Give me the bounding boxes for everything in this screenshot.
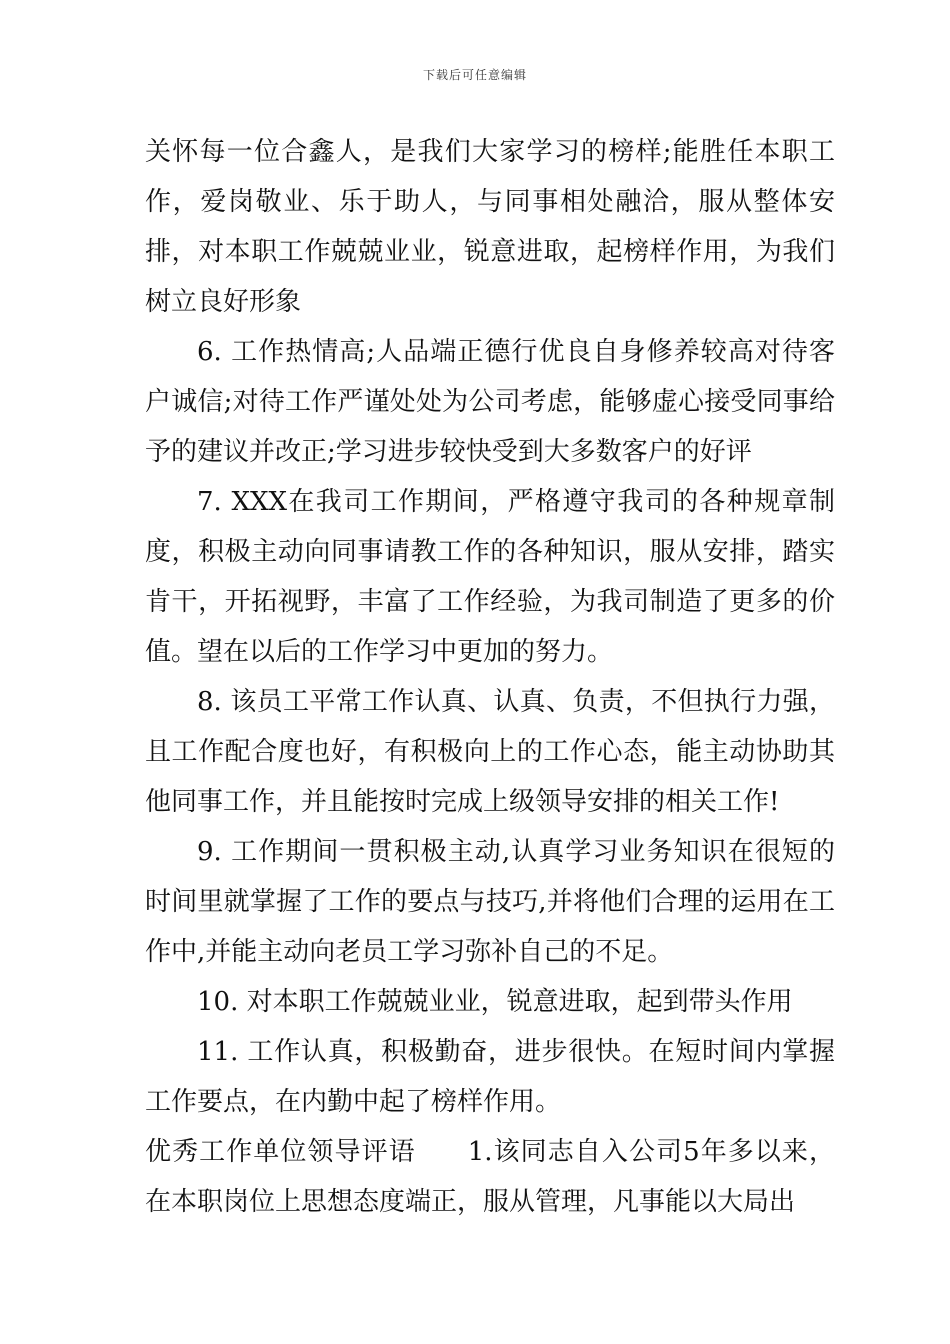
document-body xyxy=(145,127,835,1227)
paragraph-item-10: 10. 对本职工作兢兢业业，锐意进取，起到带头作用 xyxy=(197,987,793,1017)
section-first-item: 1.该同志自入公司5年多以来，在本职岗位上思想态度端正，服从管理，凡事能以大局出 xyxy=(145,1137,835,1217)
paragraph-item-7: 7. XXX在我司工作期间，严格遵守我司的各种规章制度，积极主动向同事请教工作的各种知识，服从安排，踏实肯干，开拓视野，丰富了工作经验，为我司制造了更多的价值。望在以后的工作学习中更加的努力。 xyxy=(145,487,835,667)
paragraph-continuation: 关怀每一位合鑫人，是我们大家学习的榜样;能胜任本职工作，爱岗敬业、乐于助人，与同事相处融洽，服从整体安排，对本职工作兢兢业业，锐意进取，起榜样作用，为我们树立良好形象 xyxy=(145,137,835,317)
paragraph-item-8: 8. 该员工平常工作认真、认真、负责，不但执行力强，且工作配合度也好，有积极向上的工作心态，能主动协助其他同事工作，并且能按时完成上级领导安排的相关工作! xyxy=(145,687,835,817)
section-paragraph xyxy=(145,1127,835,1227)
paragraph-item-9: 9. 工作期间一贯积极主动,认真学习业务知识在很短的时间里就掌握了工作的要点与技巧,并将他们合理的运用在工作中,并能主动向老员工学习弥补自己的不足。 xyxy=(145,837,835,967)
paragraph-item-6: 6. 工作热情高;人品端正德行优良自身修养较高对待客户诚信;对待工作严谨处处为公司考虑，能够虚心接受同事给予的建议并改正;学习进步较快受到大多数客户的好评 xyxy=(145,337,835,467)
page-header-note: 下载后可任意编辑 xyxy=(422,68,527,82)
paragraph-item-11: 11. 工作认真，积极勤奋，进步很快。在短时间内掌握工作要点，在内勤中起了榜样作用。 xyxy=(145,1037,835,1117)
section-title: 优秀工作单位领导评语 xyxy=(145,1137,416,1167)
